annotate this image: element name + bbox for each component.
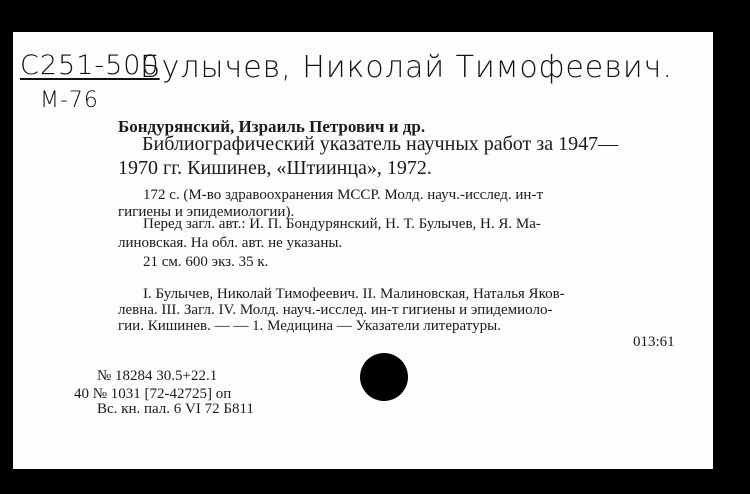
description-line-1: 172 с. (М-во здравоохранения МССР. Молд. науч.-исслед. ин-т [143,187,543,203]
tracing-line-2: левна. III. Загл. IV. Молд. науч.-исслед. ин-т гигиены и эпидемиоло- [118,302,553,318]
punch-hole [360,353,408,401]
description-line-3: Перед загл. авт.: И. П. Бондурянский, Н. Т. Булычев, Н. Я. Ма- [143,216,541,232]
bottom-line-1: № 18284 30.5+22.1 [97,368,218,384]
bottom-line-2: 40 № 1031 [72-42725] оп [74,386,232,402]
tracing-line-3: гии. Кишинев. — — 1. Медицина — Указатели литературы. [118,318,501,334]
shelf-mark-secondary: М-76 [40,88,99,113]
shelf-mark: С251-500 [20,50,160,81]
tracing-line-1: I. Булычев, Николай Тимофеевич. II. Малиновская, Наталья Яков- [143,286,565,302]
handwritten-author: Булычев, Николай Тимофеевич. [140,50,673,85]
scan-border-top [0,0,750,20]
description-line-4: линовская. На обл. авт. не указаны. [118,235,343,251]
class-code: 013:61 [633,334,675,350]
description-line-5: 21 см. 600 экз. 35 к. [143,254,269,270]
title-line-2: 1970 гг. Кишинев, «Штиинца», 1972. [118,157,432,179]
title-line-1: Библиографический указатель научных работ за 1947— [142,133,619,155]
scan-border-right [715,0,750,494]
bottom-line-3: Вс. кн. пал. 6 VI 72 Б811 [97,401,254,417]
card-heading: Бондурянский, Израиль Петрович и др. [118,117,426,136]
description-line-2: гигиены и эпидемиологии). [118,204,295,220]
